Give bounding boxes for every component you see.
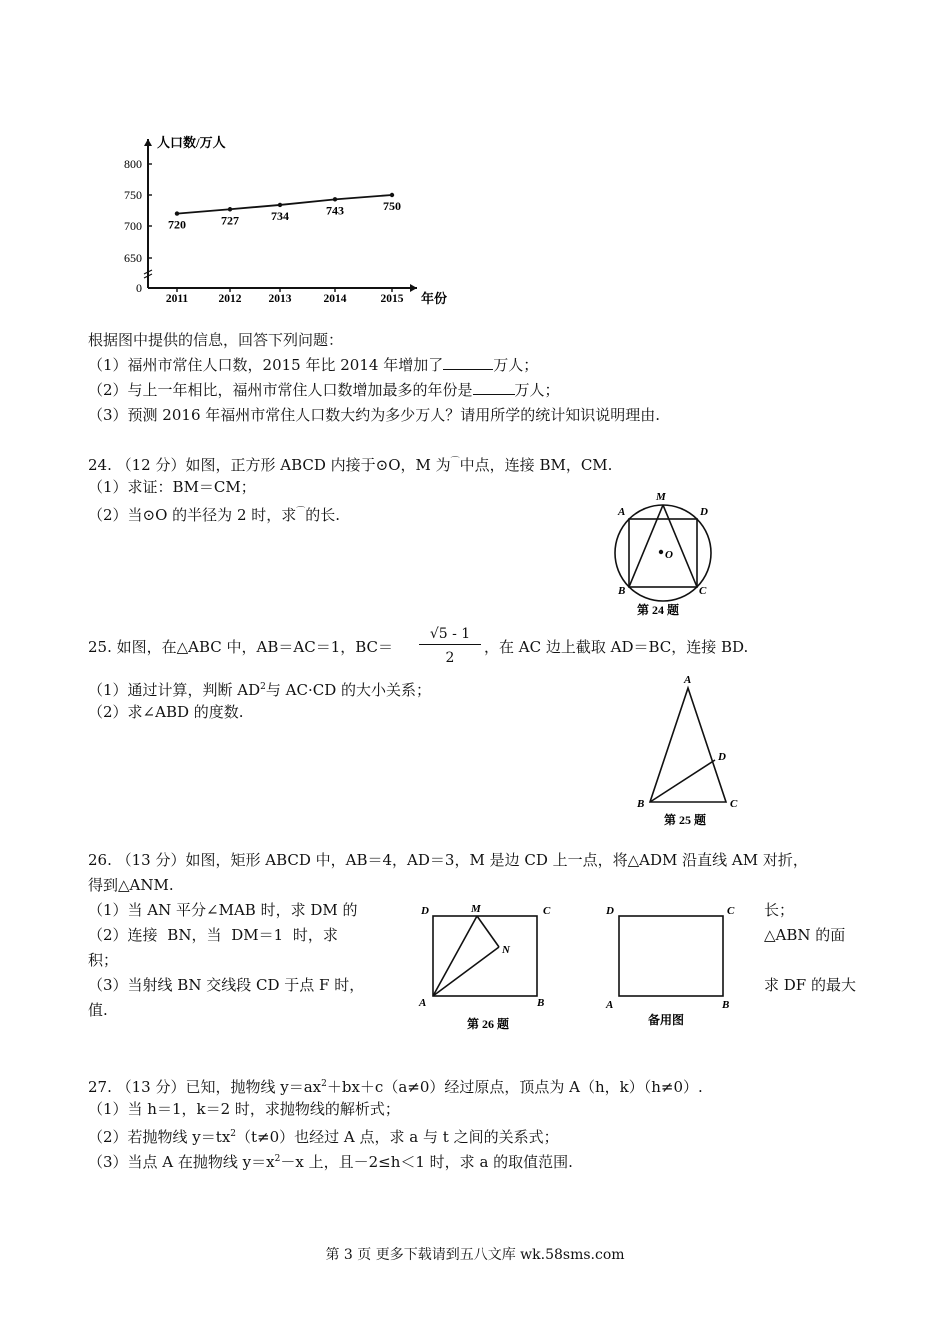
- label-a: A: [618, 506, 626, 518]
- x-tick-label: 2014: [323, 293, 347, 305]
- q23-part3: （3）预测 2016 年福州市常住人口数大约为多少万人？请用所学的统计知识说明理由.: [88, 406, 661, 424]
- chart-x-axis-label: 年份: [421, 291, 448, 306]
- segment-bd: [650, 760, 715, 802]
- figure-25: [630, 672, 750, 832]
- label-a: A: [684, 674, 692, 686]
- x-axis-arrow: [410, 284, 417, 292]
- segment-mn: [477, 916, 499, 947]
- q24-part1: （1）求证：BM＝CM；: [88, 478, 256, 496]
- label-m: M: [656, 491, 666, 503]
- rectangle-abcd: [619, 916, 723, 996]
- label-a: A: [606, 999, 614, 1011]
- q25-part2: （2）求∠ABD 的度数.: [88, 703, 244, 721]
- data-point: [333, 197, 337, 201]
- segment-bm: [629, 505, 663, 587]
- q25-stem-b: ，在 AC 边上截取 AD＝BC，连接 BD.: [484, 638, 749, 656]
- q24-part2: （2）当⊙O 的半径为 2 时，求⌒的长.: [88, 506, 341, 524]
- data-label: 727: [221, 213, 239, 228]
- q23-intro: 根据图中提供的信息，回答下列问题：: [88, 331, 344, 349]
- square-abcd: [629, 519, 697, 587]
- q26-part2-b: △ABN 的面: [764, 926, 846, 944]
- label-d: D: [606, 905, 614, 917]
- data-point: [175, 211, 179, 215]
- data-label: 750: [383, 199, 401, 213]
- triangle-abc: [650, 688, 726, 802]
- data-label: 734: [271, 208, 289, 223]
- x-tick-label: 2015: [380, 293, 404, 305]
- label-c: C: [727, 905, 735, 917]
- x-tick-label: 2011: [165, 293, 189, 305]
- q27-part2: （2）若抛物线 $y=tx^2(t\ne 0)$也经过 A 点，求 a 与 t 之间的关系式；: [88, 1128, 559, 1146]
- q27-stem: 27. （13 分）已知，抛物线 $y=ax^2+bx+c(a\ne 0)$经过原点，顶点为 A（h，k）（h≠0）.: [88, 1078, 703, 1096]
- q26-part1-b: 长；: [764, 901, 795, 919]
- q26-stem: 26. （13 分）如图，矩形 ABCD 中，AB＝4，AD＝3，M 是边 CD 上一点，将△ADM 沿直线 AM 对折，: [88, 851, 808, 869]
- page-footer: 第 3 页 更多下载请到五八文库 wk.58sms.com: [325, 1247, 625, 1263]
- label-b: B: [722, 999, 730, 1011]
- x-tick-label: 2013: [268, 293, 292, 305]
- figure-26: [415, 898, 565, 1034]
- segment-am: [433, 916, 477, 996]
- q23-part2: （2）与上一年相比，福州市常住人口数增加最多的年份是 万人；: [88, 381, 560, 399]
- fraction-denominator: 2: [445, 650, 455, 666]
- y-axis-arrow: [144, 139, 152, 146]
- caption-backup: 备用图: [648, 1013, 685, 1027]
- label-c: C: [543, 905, 551, 917]
- label-n: N: [502, 944, 510, 956]
- q27-part3: （3）当点 A 在抛物线 $y=x^2-x$ 上，且－2≤h＜1 时，求 a 的取值范围.: [88, 1153, 573, 1171]
- q25-part1: （1）通过计算，判断 $AD^2$与 AC·CD 的大小关系；: [88, 681, 432, 699]
- caption-26: 第 26 题: [467, 1017, 510, 1031]
- q25-stem-a: 25. 如图，在△ABC 中，AB＝AC＝1，BC＝: [88, 638, 394, 656]
- q27-part1: （1）当 h＝1，k＝2 时，求抛物线的解析式；: [88, 1100, 400, 1118]
- q26-stem-2: 得到△ANM.: [88, 876, 174, 894]
- data-point: [228, 207, 232, 211]
- q26-part2-c: 积；: [88, 951, 119, 969]
- data-point: [278, 203, 282, 207]
- y-tick-label: 800: [124, 157, 142, 171]
- label-b: B: [618, 585, 626, 597]
- segment-cm: [663, 505, 697, 587]
- caption-24: 第 24 题: [637, 603, 680, 617]
- label-o: O: [665, 549, 673, 561]
- q26-part2-a: （2）连接 BN，当 DM＝1 时，求: [88, 926, 338, 944]
- y-tick-label: 650: [124, 251, 142, 265]
- q26-part1-a: （1）当 AN 平分∠MAB 时，求 DM 的: [88, 901, 358, 919]
- q24-stem: 24. （12 分）如图，正方形 ABCD 内接于⊙O，M 为⌒中点，连接 BM，CM.: [88, 456, 613, 474]
- center-dot: [659, 550, 663, 554]
- population-line-chart: [115, 125, 460, 310]
- y-tick-label: 750: [124, 188, 142, 202]
- y-tick-label: 700: [124, 219, 142, 233]
- data-point: [390, 193, 394, 197]
- label-d: D: [718, 751, 726, 763]
- q26-part3-c: 值.: [88, 1001, 108, 1019]
- label-m: M: [471, 903, 481, 915]
- q26-part3-a: （3）当射线 BN 交线段 CD 于点 F 时，: [88, 976, 365, 994]
- label-a: A: [419, 997, 427, 1009]
- data-label: 720: [168, 217, 186, 232]
- caption-25: 第 25 题: [664, 813, 707, 827]
- label-d: D: [700, 506, 708, 518]
- figure-26-backup: [600, 898, 750, 1034]
- q23-part1: （1）福州市常住人口数，2015 年比 2014 年增加了 万人；: [88, 356, 539, 374]
- arc-symbol: ⌒: [450, 457, 460, 467]
- y-tick-label: 0: [136, 281, 142, 295]
- label-c: C: [730, 798, 738, 810]
- label-b: B: [537, 997, 545, 1009]
- fraction-numerator: √5 - 1: [419, 625, 481, 645]
- x-tick-label: 2012: [218, 293, 242, 305]
- chart-y-axis-label: 人口数/万人: [157, 135, 226, 150]
- label-b: B: [637, 798, 645, 810]
- label-d: D: [421, 905, 429, 917]
- label-c: C: [699, 585, 707, 597]
- q25-fraction: [419, 625, 481, 668]
- segment-an: [433, 947, 499, 996]
- arc-symbol: ⌒: [296, 507, 306, 517]
- figure-24: [605, 485, 725, 620]
- data-label: 743: [326, 203, 344, 218]
- q26-part3-b: 求 DF 的最大: [764, 976, 856, 994]
